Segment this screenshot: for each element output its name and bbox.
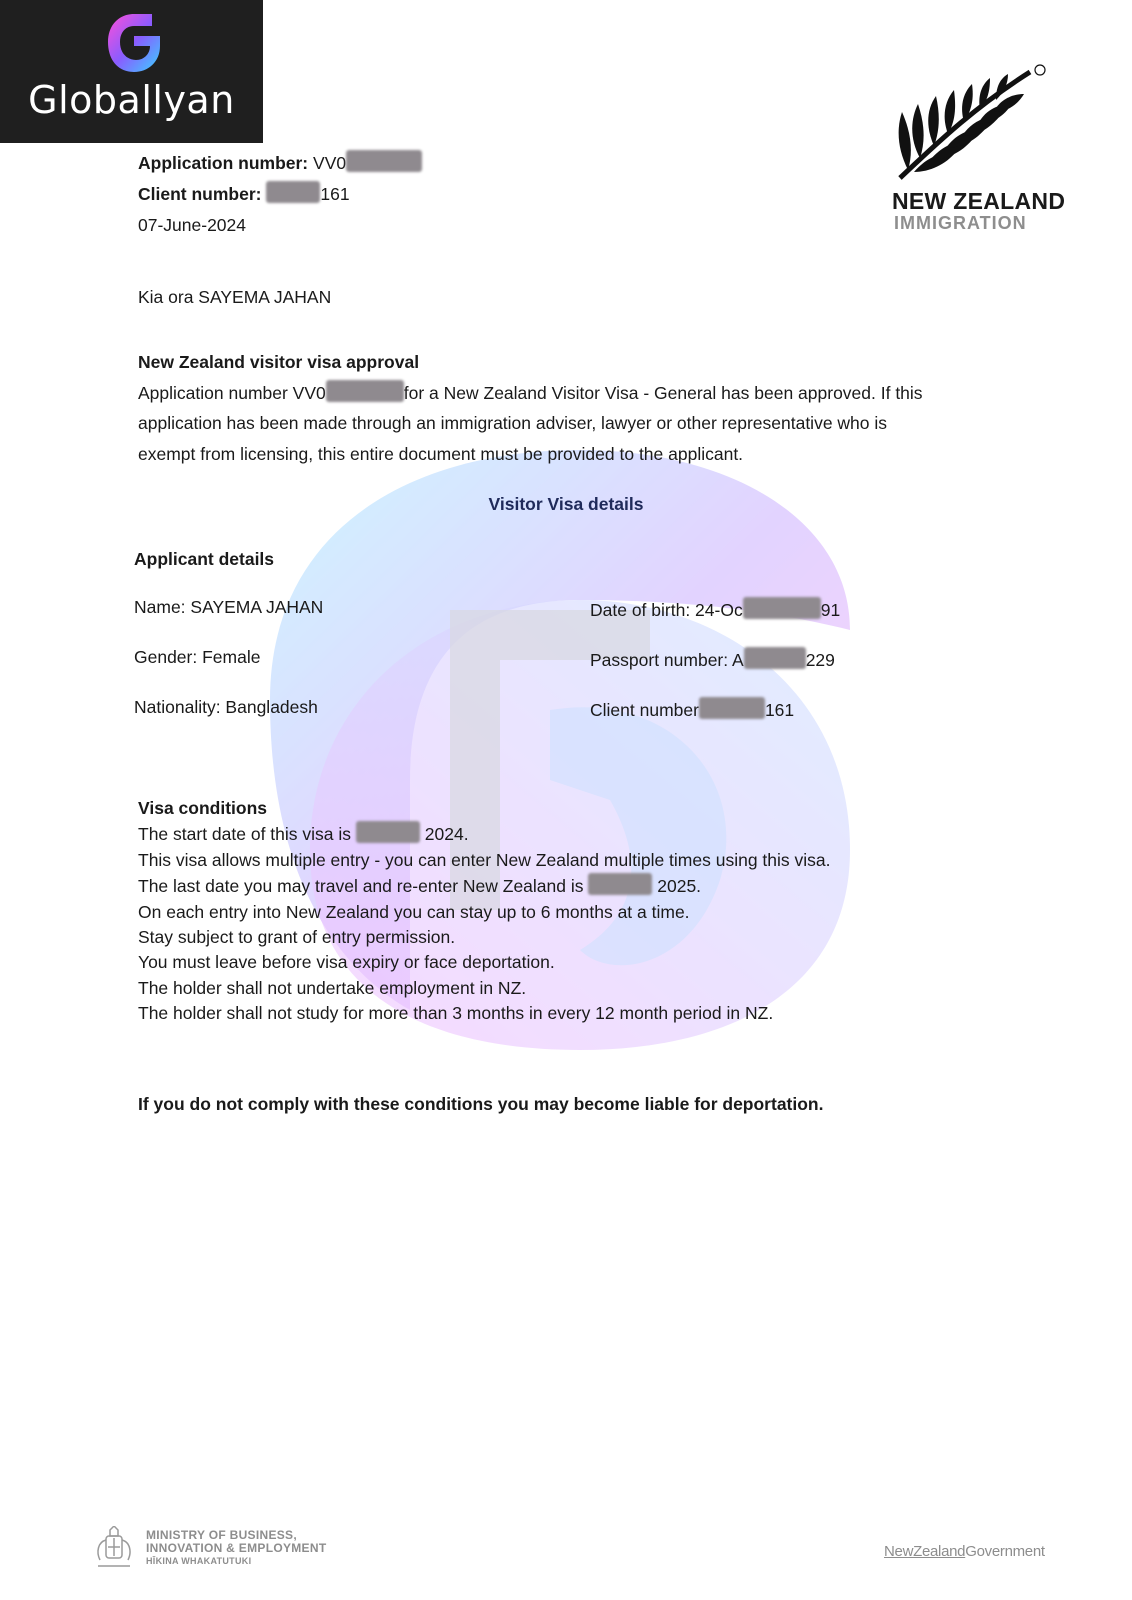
greeting: Kia ora SAYEMA JAHAN [138,287,332,307]
nz-immigration-title: NEW ZEALAND [892,188,1066,214]
condition-stay: On each entry into New Zealand you can stay up to 6 months at a time. [138,901,690,922]
approval-text-before: Application number VV0 [138,382,326,403]
mbie-line-1: MINISTRY OF BUSINESS, [146,1528,297,1542]
redaction [744,647,806,669]
client-prefix: Client number [590,700,699,720]
applicant-client-number [590,697,794,721]
nzgov-part-2: Government [965,1543,1045,1560]
passport-prefix: Passport number: A [590,650,744,670]
applicant-nationality: Nationality: Bangladesh [134,697,318,717]
brand-badge [0,0,263,143]
globallyan-logo-icon [100,12,162,72]
nz-government-logo [884,1543,1045,1560]
approval-line-1 [138,378,923,409]
visa-conditions [138,796,831,1027]
nz-immigration-subtitle: IMMIGRATION [894,213,1027,233]
redaction [699,697,765,719]
applicant-name: Name: SAYEMA JAHAN [134,597,324,617]
nzgov-part-1: NewZealand [884,1543,966,1560]
start-prefix: The start date of this visa is [138,824,352,845]
deportation-warning: If you do not comply with these conditions you may become liable for deportation. [138,1094,824,1114]
last-prefix: The last date you may travel and re-enter New Zealand is [138,876,584,897]
brand-name: Globallyan [28,78,235,122]
letter-date: 07-June-2024 [138,215,246,235]
redaction [346,150,422,172]
applicant-gender: Gender: Female [134,647,261,667]
passport-suffix: 229 [805,650,835,670]
start-suffix: 2024. [424,824,469,845]
applicant-passport [590,647,835,671]
application-number-value: VV0 [313,153,347,173]
dob-suffix: 91 [820,600,841,620]
applicant-details [134,549,1034,729]
applicant-dob [590,597,840,621]
redaction [266,181,320,203]
redaction [588,873,652,895]
redaction [356,821,420,843]
condition-multiple-entry: This visa allows multiple entry - you can enter New Zealand multiple times using this visa. [138,849,831,870]
redaction [743,597,821,619]
mbie-line-2: INNOVATION & EMPLOYMENT [146,1541,327,1555]
mbie-line-3: HĪKINA WHAKATUTUKI [146,1556,252,1566]
approval-section [138,347,923,469]
letter-header [138,148,422,241]
application-number-line [138,148,422,179]
condition-start-date [138,821,831,847]
coat-of-arms-icon [90,1526,138,1572]
last-suffix: 2025. [657,876,702,897]
silver-fern-icon [890,60,1060,185]
client-number-line [138,179,422,210]
condition-leave: You must leave before visa expiry or face deportation. [138,952,555,973]
approval-heading: New Zealand visitor visa approval [138,352,420,372]
condition-permission: Stay subject to grant of entry permission. [138,927,456,948]
mbie-logo-text [146,1529,326,1568]
client-number-label: Client number: [138,184,262,204]
condition-study: The holder shall not study for more than 3 months in every 12 month period in NZ. [138,1003,774,1024]
redaction [326,380,404,402]
client-number-value: 161 [320,184,350,204]
condition-employment: The holder shall not undertake employment in NZ. [138,977,527,998]
condition-last-date [138,873,831,899]
approval-line-2: application has been made through an immigration adviser, lawyer or other representative who is [138,413,888,433]
client-suffix: 161 [764,700,795,720]
approval-line-3: exempt from licensing, this entire document must be provided to the applicant. [138,443,744,464]
approval-text-after: for a New Zealand Visitor Visa - General has been approved. If this [403,382,923,403]
application-number-label: Application number: [138,153,309,173]
dob-prefix: Date of birth: 24-Oc [590,600,743,620]
visa-details-heading: Visitor Visa details [488,494,644,514]
applicant-heading: Applicant details [134,549,275,569]
conditions-heading: Visa conditions [138,798,268,818]
